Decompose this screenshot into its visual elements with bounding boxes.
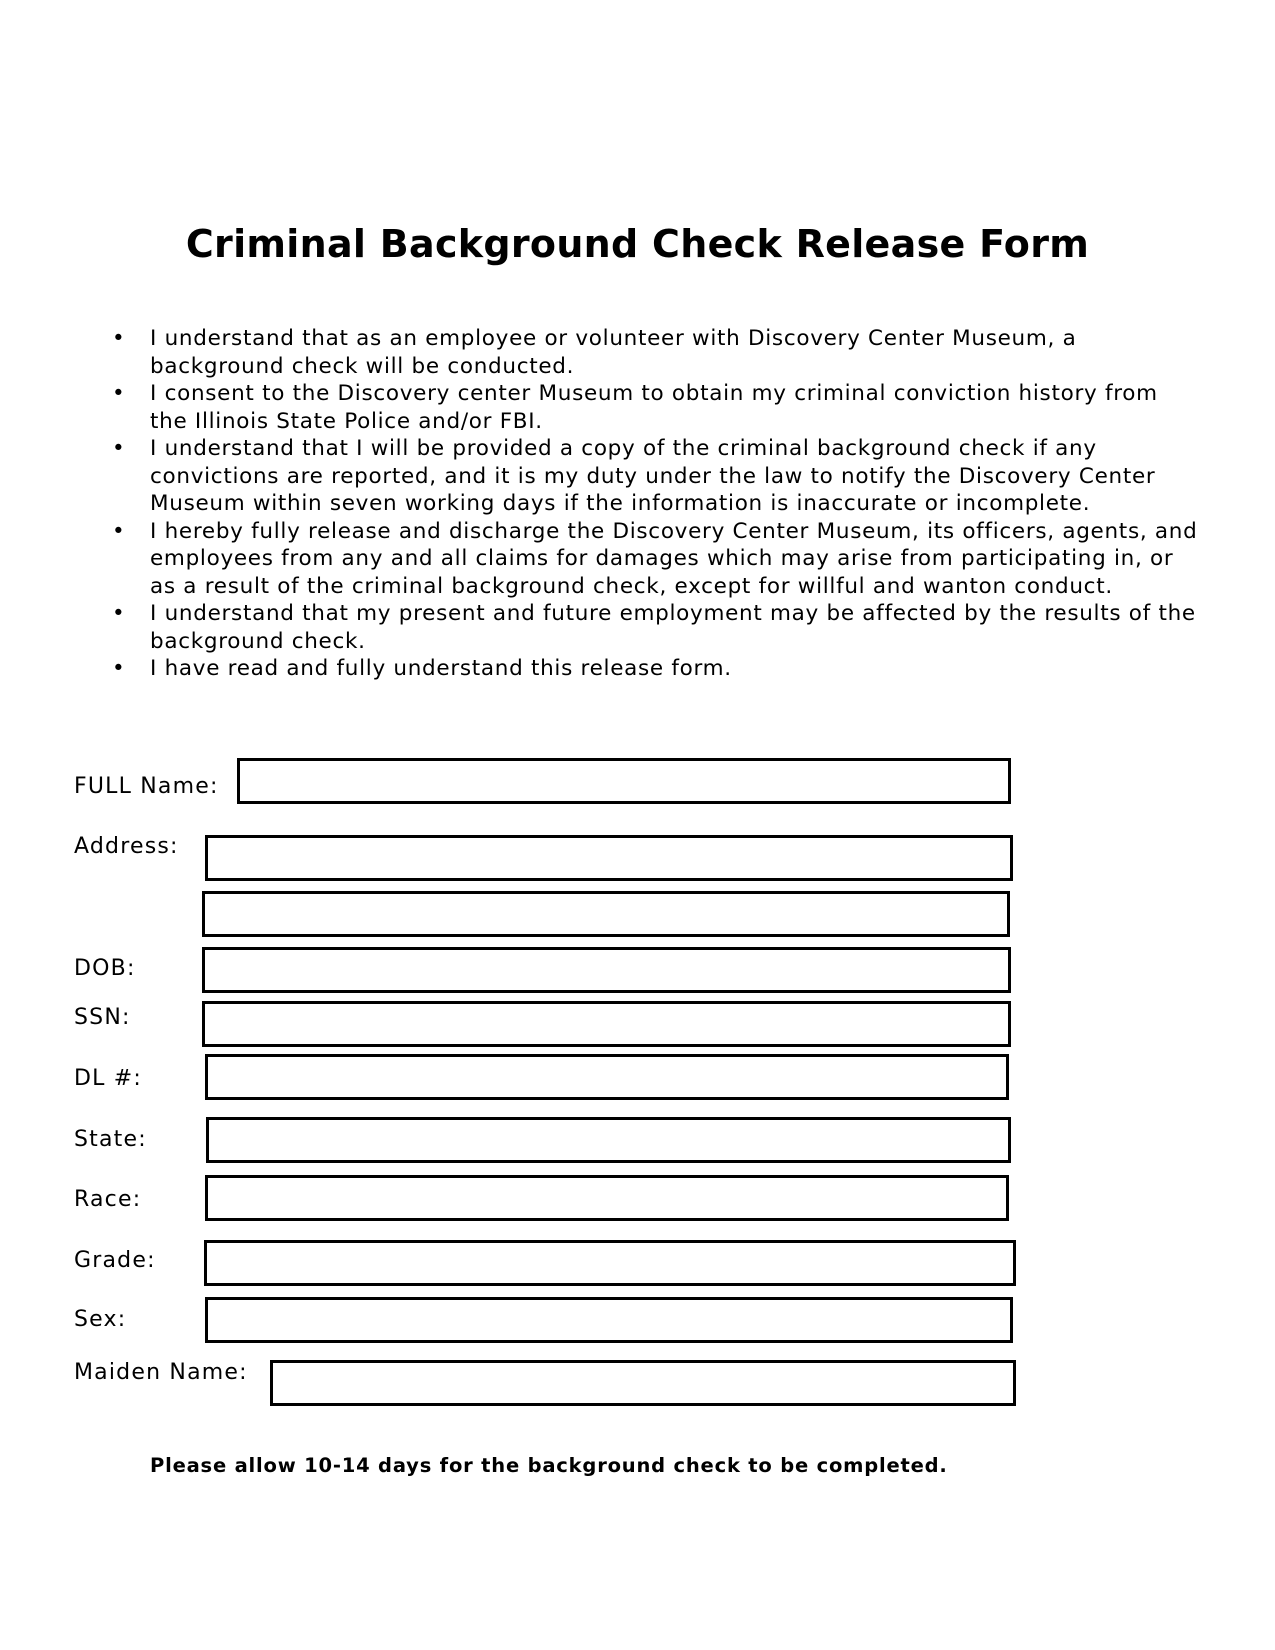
address-line1-field[interactable]	[205, 835, 1013, 881]
dl-label: DL #:	[74, 1066, 143, 1091]
full-name-field[interactable]	[237, 758, 1011, 804]
bullet-icon: •	[112, 381, 126, 406]
completion-note: Please allow 10-14 days for the background check to be completed.	[150, 1454, 948, 1477]
dob-label: DOB:	[74, 956, 136, 981]
bullet-icon: •	[112, 326, 126, 351]
bullet-icon: •	[112, 601, 126, 626]
list-item	[112, 655, 1202, 683]
bullet-icon: •	[112, 436, 126, 461]
statement-text: I consent to the Discovery center Museum to obtain my criminal conviction history from the Illinois State Police and/or FBI.	[150, 381, 1158, 434]
maiden-name-label: Maiden Name:	[74, 1360, 248, 1385]
ssn-field[interactable]	[202, 1001, 1011, 1047]
maiden-name-field[interactable]	[270, 1360, 1016, 1406]
address-label: Address:	[74, 834, 179, 859]
statement-text: I understand that as an employee or volunteer with Discovery Center Museum, a background check will be conducted.	[150, 326, 1077, 379]
race-field[interactable]	[205, 1175, 1009, 1221]
race-label: Race:	[74, 1187, 142, 1212]
full-name-label: FULL Name:	[74, 774, 219, 799]
statement-list	[112, 325, 1202, 683]
dl-field[interactable]	[205, 1054, 1009, 1100]
page-title: Criminal Background Check Release Form	[185, 222, 1090, 266]
bullet-icon: •	[112, 518, 126, 544]
list-item	[112, 435, 1202, 518]
statement-text: I have read and fully understand this release form.	[150, 656, 732, 681]
list-item	[112, 518, 1202, 601]
bullet-icon: •	[112, 656, 126, 681]
grade-field[interactable]	[204, 1240, 1016, 1286]
dob-field[interactable]	[202, 947, 1011, 993]
sex-field[interactable]	[205, 1297, 1013, 1343]
list-item	[112, 600, 1202, 655]
state-label: State:	[74, 1127, 147, 1152]
ssn-label: SSN:	[74, 1005, 131, 1030]
list-item	[112, 325, 1202, 380]
list-item	[112, 380, 1202, 435]
statement-text: I hereby fully release and discharge the Discovery Center Museum, its officers, agents, and employees from any and all claims for damages which may arise from participating in, or as a result of the criminal background check, except for willful and wanton conduct.	[150, 518, 1198, 599]
grade-label: Grade:	[74, 1248, 156, 1273]
address-line2-field[interactable]	[202, 891, 1010, 937]
state-field[interactable]	[206, 1117, 1011, 1163]
sex-label: Sex:	[74, 1307, 127, 1332]
statement-text: I understand that I will be provided a copy of the criminal background check if any convictions are reported, and it is my duty under the law to notify the Discovery Center Museum within seven working days if the information is inaccurate or incomplete.	[150, 436, 1156, 516]
statement-text: I understand that my present and future employment may be affected by the results of the background check.	[150, 601, 1196, 654]
